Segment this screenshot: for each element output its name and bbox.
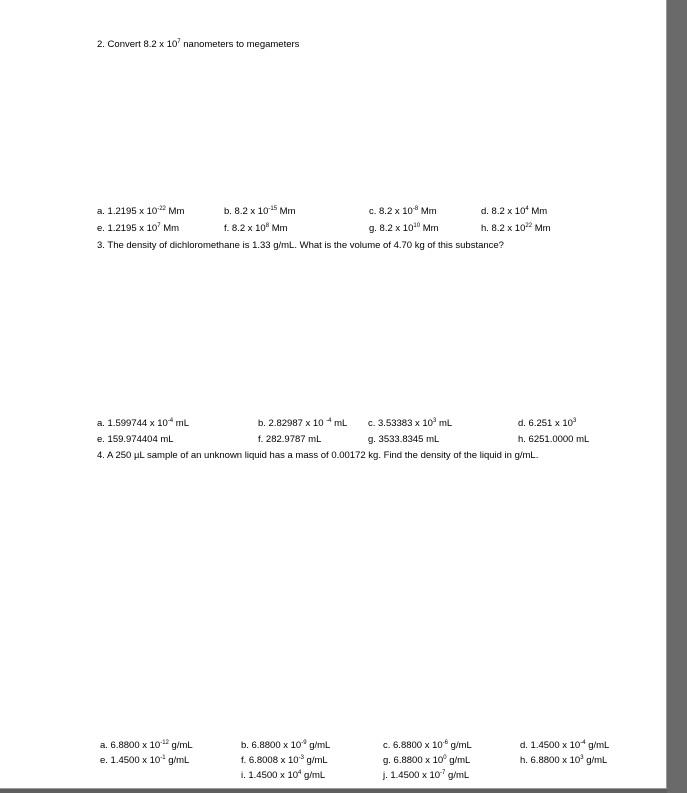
option-exponent: -8 xyxy=(412,206,419,212)
option-text: i. 1.4500 x 10 xyxy=(241,770,299,781)
option-exponent: 3 xyxy=(572,418,577,424)
option-unit: g/mL xyxy=(585,740,610,751)
option-text: a. 1.2195 x 10 xyxy=(97,206,158,217)
option-exponent: -4 xyxy=(167,418,174,424)
option-text: g. 8.2 x 10 xyxy=(369,223,414,234)
option-text: b. 6.8800 x 10 xyxy=(241,740,302,751)
answer-option xyxy=(383,740,472,752)
q2-prompt-text: 2. Convert 8.2 x 10 xyxy=(97,39,178,50)
option-text: d. 6.251 x 10 xyxy=(518,418,573,429)
option-exponent: 3 xyxy=(432,418,437,424)
answer-option xyxy=(383,755,470,767)
option-exponent: 0 xyxy=(443,755,447,761)
answer-option xyxy=(368,418,452,430)
option-text: b. 8.2 x 10 xyxy=(224,206,269,217)
option-text: j. 1.4500 x 10 xyxy=(383,770,441,781)
answer-option xyxy=(369,223,439,235)
option-text: f. 8.2 x 10 xyxy=(224,223,266,234)
answer-option xyxy=(224,223,288,235)
option-exponent: 22 xyxy=(525,223,533,229)
answer-option: e. 159.974404 mL xyxy=(97,434,174,445)
option-text: d. 8.2 x 10 xyxy=(481,206,526,217)
option-unit: g/mL xyxy=(583,755,608,766)
answer-option xyxy=(383,770,469,782)
option-exponent: -4 xyxy=(326,418,332,424)
answer-option: g. 3533.8345 mL xyxy=(368,434,440,445)
answer-option xyxy=(224,206,296,218)
option-unit: Mm xyxy=(160,223,180,234)
answer-option xyxy=(369,206,437,218)
answer-option xyxy=(97,418,189,430)
answer-option xyxy=(481,206,547,218)
option-text: c. 8.2 x 10 xyxy=(369,206,413,217)
option-text: f. 6.8008 x 10 xyxy=(241,755,299,766)
option-text: a. 6.8800 x 10 xyxy=(100,740,161,751)
option-unit: g/mL xyxy=(446,755,471,766)
option-unit: g/mL xyxy=(303,755,328,766)
option-exponent: 10 xyxy=(413,223,421,229)
option-exponent: -4 xyxy=(580,740,586,746)
q2-prompt-unit: nanometers to megameters xyxy=(180,39,300,50)
option-exponent: -9 xyxy=(301,740,307,746)
option-unit: Mm xyxy=(418,206,437,217)
option-text: c. 3.53383 x 10 xyxy=(368,418,433,429)
option-unit: g/mL xyxy=(445,770,470,781)
answer-option xyxy=(520,740,609,752)
option-exponent: 7 xyxy=(157,223,161,229)
option-exponent: -3 xyxy=(298,755,304,761)
answer-option xyxy=(241,755,328,767)
answer-option xyxy=(241,740,330,752)
option-exponent: -6 xyxy=(442,740,449,746)
option-unit: Mm xyxy=(277,206,296,217)
answer-option xyxy=(481,223,551,235)
option-unit: g/mL xyxy=(306,740,331,751)
option-exponent: -12 xyxy=(160,740,169,746)
option-text: e. 1.2195 x 10 xyxy=(97,223,158,234)
answer-option xyxy=(241,770,325,782)
option-exponent: 3 xyxy=(580,755,584,761)
answer-option: h. 6251.0000 mL xyxy=(518,434,590,445)
option-unit: mL xyxy=(436,418,453,429)
answer-option xyxy=(520,755,607,767)
option-unit: Mm xyxy=(165,206,185,217)
viewer-scroll-gutter[interactable] xyxy=(667,0,687,793)
option-text: a. 1.599744 x 10 xyxy=(97,418,168,429)
option-unit: Mm xyxy=(528,206,548,217)
option-unit: g/mL xyxy=(168,740,193,751)
option-exponent: -7 xyxy=(440,770,446,776)
option-text: b. 2.82987 x 10 xyxy=(258,418,327,429)
option-text: d. 1.4500 x 10 xyxy=(520,740,581,751)
option-unit: g/mL xyxy=(165,755,190,766)
option-text: h. 8.2 x 10 xyxy=(481,223,526,234)
option-text: e. 1.4500 x 10 xyxy=(100,755,161,766)
answer-option xyxy=(518,418,576,430)
question-4-prompt: 4. A 250 µL sample of an unknown liquid has a mass of 0.00172 kg. Find the density of the liquid in g/mL. xyxy=(97,450,539,461)
option-text: g. 6.8800 x 10 xyxy=(383,755,444,766)
option-unit: mL xyxy=(173,418,189,429)
option-unit: Mm xyxy=(532,223,551,234)
option-unit: Mm xyxy=(269,223,288,234)
answer-option xyxy=(100,740,193,752)
option-exponent: -1 xyxy=(160,755,166,761)
question-3-prompt: 3. The density of dichloromethane is 1.33 g/mL. What is the volume of 4.70 kg of this substance? xyxy=(97,240,504,251)
option-unit: Mm xyxy=(420,223,439,234)
option-text: h. 6.8800 x 10 xyxy=(520,755,581,766)
answer-option xyxy=(100,755,189,767)
option-text: c. 6.8800 x 10 xyxy=(383,740,443,751)
option-exponent: -22 xyxy=(157,206,166,212)
answer-option xyxy=(97,223,179,235)
option-exponent: 4 xyxy=(525,206,529,212)
option-unit: g/mL xyxy=(301,770,326,781)
option-exponent: 8 xyxy=(265,223,270,229)
option-exponent: 4 xyxy=(298,770,302,776)
q2-prompt-exponent: 7 xyxy=(177,39,181,45)
option-unit: mL xyxy=(331,418,348,429)
option-exponent: -15 xyxy=(268,206,278,212)
answer-option xyxy=(258,418,347,430)
answer-option xyxy=(97,206,184,218)
question-2-prompt xyxy=(97,39,299,51)
option-unit: g/mL xyxy=(448,740,472,751)
answer-option: f. 282.9787 mL xyxy=(258,434,322,445)
